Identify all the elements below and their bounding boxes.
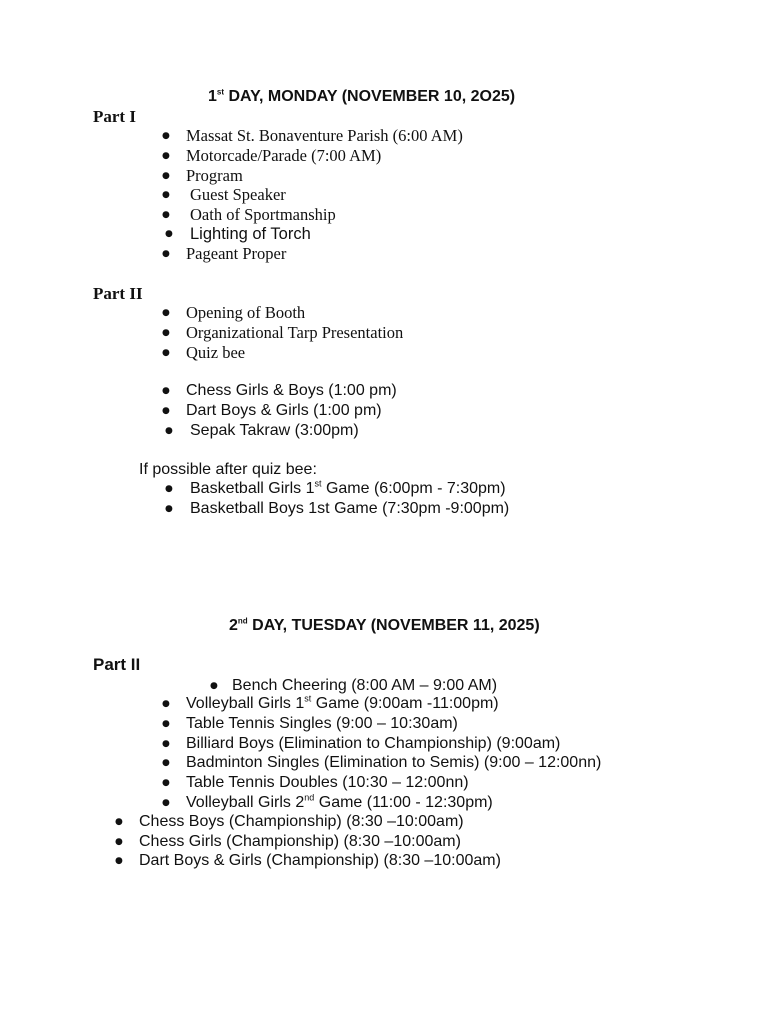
bullet: ●: [115, 837, 123, 847]
list-item: Dart Boys & Girls (Championship) (8:30 –10:00am): [139, 852, 501, 869]
bullet: ●: [115, 856, 123, 866]
bullet: ●: [162, 386, 170, 396]
day1-part1-label: Part I: [93, 107, 136, 126]
day2-heading-num: 2: [229, 617, 238, 634]
bullet: ●: [165, 504, 173, 514]
bullet: ●: [210, 681, 218, 691]
list-item: Quiz bee: [186, 343, 246, 362]
list-item: Basketball Girls 1st Game (6:00pm - 7:30pm): [190, 478, 506, 497]
day2-heading: [229, 617, 540, 635]
list-item: Basketball Boys 1st Game (7:30pm -9:00pm): [190, 500, 510, 517]
day2-part-label: Part II: [93, 655, 141, 674]
bullet: ●: [162, 778, 170, 788]
list-item: Chess Girls (Championship) (8:30 –10:00am): [139, 833, 461, 850]
list-item: Badminton Singles (Elimination to Semis) (9:00 – 12:00nn): [186, 754, 602, 771]
bullet: ●: [162, 190, 170, 200]
list-item: Oath of Sportmanship: [190, 205, 336, 224]
bullet: ●: [162, 210, 170, 220]
bullet: ●: [162, 719, 170, 729]
list-item: Dart Boys & Girls (1:00 pm): [186, 402, 382, 419]
bullet: ●: [162, 348, 170, 358]
bullet: ●: [162, 328, 170, 338]
list-item: Pageant Proper: [186, 244, 287, 263]
day1-part2-label: Part II: [93, 284, 143, 303]
day2-heading-text: DAY, TUESDAY (NOVEMBER 11, 2025): [247, 617, 540, 634]
bullet: ●: [165, 484, 173, 494]
list-item: Motorcade/Parade (7:00 AM): [186, 146, 382, 165]
bullet: ●: [162, 699, 170, 709]
day1-heading-ordinal: st: [216, 87, 225, 97]
day1-heading: [208, 88, 515, 106]
day2-heading-ordinal: nd: [237, 616, 248, 626]
list-item: Chess Girls & Boys (1:00 pm): [186, 382, 397, 399]
list-item: Opening of Booth: [186, 303, 306, 322]
list-item: Volleyball Girls 2nd Game (11:00 - 12:30pm): [186, 792, 493, 811]
bullet: ●: [162, 798, 170, 808]
day1-heading-num: 1: [208, 88, 217, 105]
bullet: ●: [162, 406, 170, 416]
list-item: Table Tennis Doubles (10:30 – 12:00nn): [186, 774, 469, 791]
list-item: Chess Boys (Championship) (8:30 –10:00am): [139, 813, 464, 830]
list-item: Guest Speaker: [190, 185, 286, 204]
bullet: ●: [162, 151, 170, 161]
list-item: Sepak Takraw (3:00pm): [190, 422, 359, 439]
list-item: Program: [186, 166, 243, 185]
bullet: ●: [165, 426, 173, 436]
day1-heading-text: DAY, MONDAY (NOVEMBER 10, 2O25): [224, 88, 516, 105]
bullet: ●: [162, 171, 170, 181]
list-item: Billiard Boys (Elimination to Championship) (9:00am): [186, 735, 561, 752]
bullet: ●: [162, 758, 170, 768]
list-item: Massat St. Bonaventure Parish (6:00 AM): [186, 126, 463, 145]
list-item: Table Tennis Singles (9:00 – 10:30am): [186, 715, 458, 732]
bullet: ●: [115, 817, 123, 827]
bullet: ●: [162, 249, 170, 259]
list-item: Volleyball Girls 1st Game (9:00am -11:00pm): [186, 693, 499, 712]
list-item: Lighting of Torch: [190, 225, 311, 243]
list-item: Organizational Tarp Presentation: [186, 323, 404, 342]
bullet: ●: [162, 308, 170, 318]
note-text: If possible after quiz bee:: [139, 461, 317, 478]
bullet: ●: [162, 131, 170, 141]
list-item: Bench Cheering (8:00 AM – 9:00 AM): [232, 677, 498, 694]
bullet: ●: [165, 229, 173, 239]
bullet: ●: [162, 739, 170, 749]
